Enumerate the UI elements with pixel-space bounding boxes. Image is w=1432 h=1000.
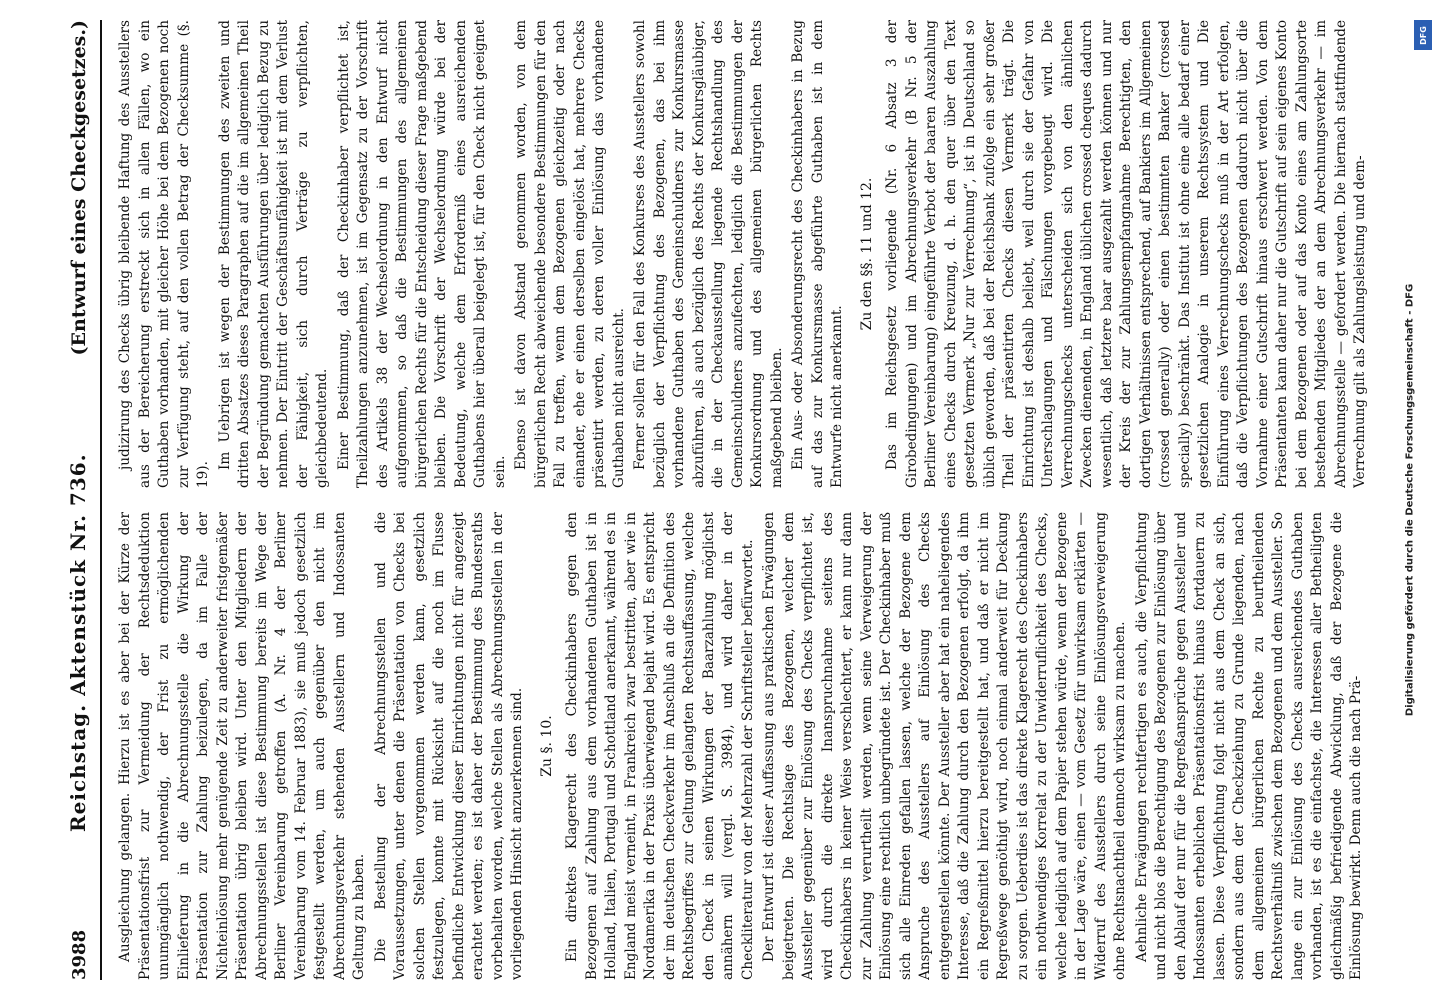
page-header <box>26 20 90 980</box>
paragraph: Ein Aus- oder Absonderungsrecht des Checkinhabers in Bezug auf das zur Konkursmasse abgeführte Guthaben ist in dem Entwurfe nicht anerkannt. <box>790 20 845 488</box>
paragraph: Die Bestellung der Abrechnungsstellen und die Voraussetzungen, unter denen die Präsentation von Checks bei solchen Stellen vorgenommen werden kann, gesetzlich festzulegen, konnte mit Rücksicht auf die noch im Flusse befindliche Entwicklung dieser Einrichtungen nicht für angezeigt erachtet werden; es ist daher der Bestimmung des Bundesraths vorbehalten worden, welche Stellen als Abrechnungsstellen in der vorliegenden Hinsicht anzuerkennen sind. <box>372 512 525 980</box>
header-rule <box>100 20 102 980</box>
digitization-notice <box>1398 20 1422 980</box>
paragraph: Im Uebrigen ist wegen der Bestimmungen des zweiten und dritten Absatzes dieses Paragraphen auf die im allgemeinen Theil der Begründung gemachten Ausführungen über lediglich Bezug zu nehmen. Der Eintritt der Geschäftsunfähigkeit ist mit dem Verlust der Fähigkeit, sich durch Verträge zu verpflichten, gleichbedeutend. <box>216 20 330 488</box>
text-columns <box>116 20 1386 980</box>
paragraph: Ebenso ist davon Abstand genommen worden, von dem bürgerlichen Recht abweichende besondere Bestimmungen für den Fall zu treffen, wenn dem Bezogenen gleichzeitig oder nach einander, ehe er einen derselben eingelöst hat, mehrere Checks präsentirt werden, zu deren voller Einlösung das vorhandene Guthaben nicht ausreicht. <box>513 20 627 488</box>
paragraph: Der Entwurf ist dieser Auffassung aus praktischen Erwägungen beigetreten. Die Rechtslage des Bezogenen, welcher dem Aussteller gegenüber zur Einlösung des Checks verpflichtet ist, wird durch die direkte Inanspruchnahme seitens des Checkinhabers in keiner Weise verschlechtert, er kann nur dann zur Zahlung verurtheilt werden, wenn seine Verweigerung der Einlösung eine rechtlich unbegründete ist. Der Checkinhaber muß sich alle Einreden gefallen lassen, welche der Bezogene dem Anspruche des Ausstellers auf Einlösung des Checks entgegenstellen könnte. Der Aussteller aber hat ein naheliegendes Interesse, daß die Zahlung durch den Bezogenen erfolgt, da ihm ein Regreßmittel hierzu bereitgestellt hat, und daß er nicht im Regreßwege genöthigt wird, noch einmal anderweit für Deckung zu sorgen. Ueberdies ist das direkte Klagerecht des Checkinhabers ein nothwendiges Korrelat zu der Unwiderruflichkeit des Checks, welche lediglich auf dem Papier stehen würde, wenn der Bezogene in der Lage wäre, einen — vom Gesetz für unwirksam erklärten — Widerruf des Ausstellers durch seine Einlösungsverweigerung ohne Rechtsnachtheil dennoch wirksam zu machen. <box>761 512 1128 980</box>
paragraph: Einer Bestimmung, daß der Checkinhaber verpflichtet ist, Theilzahlungen anzunehmen, ist im Gegensatz zu der Vorschrift des Artikels 38 der Wechselordnung in den Entwurf nicht aufgenommen, so daß die Bestimmungen des allgemeinen bürgerlichen Rechts für die Entscheidung dieser Frage maßgebend bleiben. Die Vorschrift der Wechselordnung würde bei der Bedeutung, welche dem Erforderniß eines ausreichenden Guthabens hier überall beigelegt ist, für den Check nicht geeignet sein. <box>335 20 508 488</box>
paragraph: Ein direktes Klagerecht des Checkinhabers gegen den Bezogenen auf Zahlung aus dem vorhandenen Guthaben ist in Holland, Italien, Portugal und Schottland anerkannt, während es in England meist verneint, in Frankreich zwar bestritten, aber wie in Nordamerika in der Praxis überwiegend bejaht wird. Es entspricht der im deutschen Checkverkehr im Anschluß an die Definition des Rechtsbegriffes zur Geltung gelangten Rechtsauffassung, welche den Check in seinen Wirkungen der Baarzahlung möglichst annähern will (vergl. S. 3984), und wird daher in der Checkliteratur von der Mehrzahl der Schriftsteller befürwortet. <box>564 512 756 980</box>
paragraph: Ausgleichung gelangen. Hierzu ist es aber bei der Kürze der Präsentationsfrist zur Vermeidung der Rechtsdeduktion unumgänglich nothwendig, der Frist zu ermöglichenden Einlieferung in die Abrechnungsstelle die Wirkung der Präsentation zur Zahlung beizulegen, da im Falle der Nichteinlösung mehr genügende Zeit zu anderweiter fristgemäßer Präsentation übrig bleiben wird. Unter den Mitgliedern der Abrechnungsstellen ist diese Bestimmung bereits im Wege der Berliner Vereinbarung getroffen (A. Nr. 4 der Berliner Vereinbarung vom 14. Februar 1883), sie muß jedoch gesetzlich festgestellt werden, um auch gegenüber den nicht im Abrechnungsverkehr stehenden Ausstellern und Indossanten Geltung zu haben. <box>117 512 367 980</box>
dfg-logo-badge <box>1414 20 1432 50</box>
paragraph: Das im Reichsgesetz vorliegende (Nr. 6 Absatz 3 der Girobedingungen) und im Abrechnungsverkehr (B Nr. 5 der Berliner Vereinbarung) eingeführte Verbot der baaren Auszahlung eines Checks durch Kreuzung, d. h. den quer über den Text gesetzten Vermerk „Nur zur Verrechnung“, ist in Deutschland so üblich geworden, daß bei der Reichsbank zufolge ein sehr großer Theil der präsentirten Checks diesen Vermerk trägt. Die Einrichtung ist deshalb beliebt, weil durch sie der Gefahr von Unterschlagungen und Fälschungen vorgebeugt wird. Die Verrechnungschecks unterscheiden sich von den ähnlichen Zwecken dienenden, in England üblichen crossed cheques dadurch wesentlich, daß letztere baar ausgezahlt werden können und nur der Kreis der zur Zahlungsempfangnahme Berechtigten, den dortigen Verhältnissen entsprechend, auf Bankiers im Allgemeinen (crossed generally) oder einen bestimmten Banker (crossed specially) beschränkt. Das Institut ist ohne eine alle bedarf einer gesetzlichen Analogie in unserem Rechtssystem und Die Einführung eines Verrechnungschecks muß in der Art erfolgen, daß die Verpflichtungen des Bezogenen dadurch nicht über die Vornahme einer Gutschrift hinaus erschwert werden. Von dem Präsentanten kann daher nur die Gutschrift auf sein eigenes Konto bei dem Bezogenen oder auf das Konto eines am Zahlungsorte bestehenden Mitgliedes der an dem Abrechnungsverkehr — im Abrechnungsstelle — gefordert werden. Die hiernach stattfindende Verrechnung gilt als Zahlungsleistung und dem- <box>884 20 1368 488</box>
document-title: Reichstag. Aktenstück Nr. 736. <box>66 453 90 832</box>
right-text-column <box>116 20 1386 488</box>
paragraph: judizirung des Checks übrig bleibende Haftung des Ausstellers aus der Bereicherung erstreckt sich in allen Fällen, wo ein Guthaben vorhanden, mit gleicher Höhe bei dem Bezogenen noch zur Verfügung steht, auf den vollen Betrag der Checksumme (§. 19). <box>117 20 211 488</box>
section-heading: Zu §. 10. <box>538 715 555 777</box>
left-text-column <box>116 512 1386 980</box>
digitization-notice-text: Digitalisierung gefördert durch die Deutsche Forschungsgemeinschaft - DFG <box>1404 283 1416 717</box>
rotated-page-content <box>26 20 1406 980</box>
page-number: 3988 <box>69 929 90 980</box>
dfg-logo-text: DFG <box>1418 25 1428 45</box>
paragraph: Aehnliche Erwägungen rechtfertigen es auch, die Verpflichtung und nicht blos die Berechtigung des Bezogenen zur Einlösung über den Ablauf der nur für die Regreßansprüche gegen Aussteller und Indossanten erheblichen Präsentationsfrist hinaus fortdauern zu lassen. Diese Verpflichtung folgt nicht aus dem Check an sich, sondern aus dem der Checkziehung zu Grunde liegenden, nach dem allgemeinen bürgerlichen Rechte zu beurtheilenden Rechtsverhältniß zwischen dem Bezogenen und dem Aussteller. So lange ein zur Einlösung des Checks ausreichendes Guthaben vorhanden, ist es die einfachste, die Interessen aller Betheiligten gleichmäßig befriedigende Abwicklung, daß der Bezogene die Einlösung bewirkt. Denn auch die nach Prä- <box>1133 512 1364 980</box>
paragraph: Ferner sollen für den Fall des Konkurses des Ausstellers sowohl bezüglich der Verpflichtung des Bezogenen, das bei ihm vorhandene Guthaben des Gemeinschuldners zur Konkursmasse abzuführen, als auch bezüglich des Rechts der Konkursgläubiger, die in der Checkausstellung liegende Rechtshandlung des Gemeinschuldners anzufechten, lediglich die Bestimmungen der Konkursordnung und des allgemeinen bürgerlichen Rechts maßgebend bleiben. <box>632 20 785 488</box>
section-heading: Zu den §§. 11 und 12. <box>858 177 875 331</box>
section-title: (Entwurf eines Checkgesetzes.) <box>68 20 90 356</box>
